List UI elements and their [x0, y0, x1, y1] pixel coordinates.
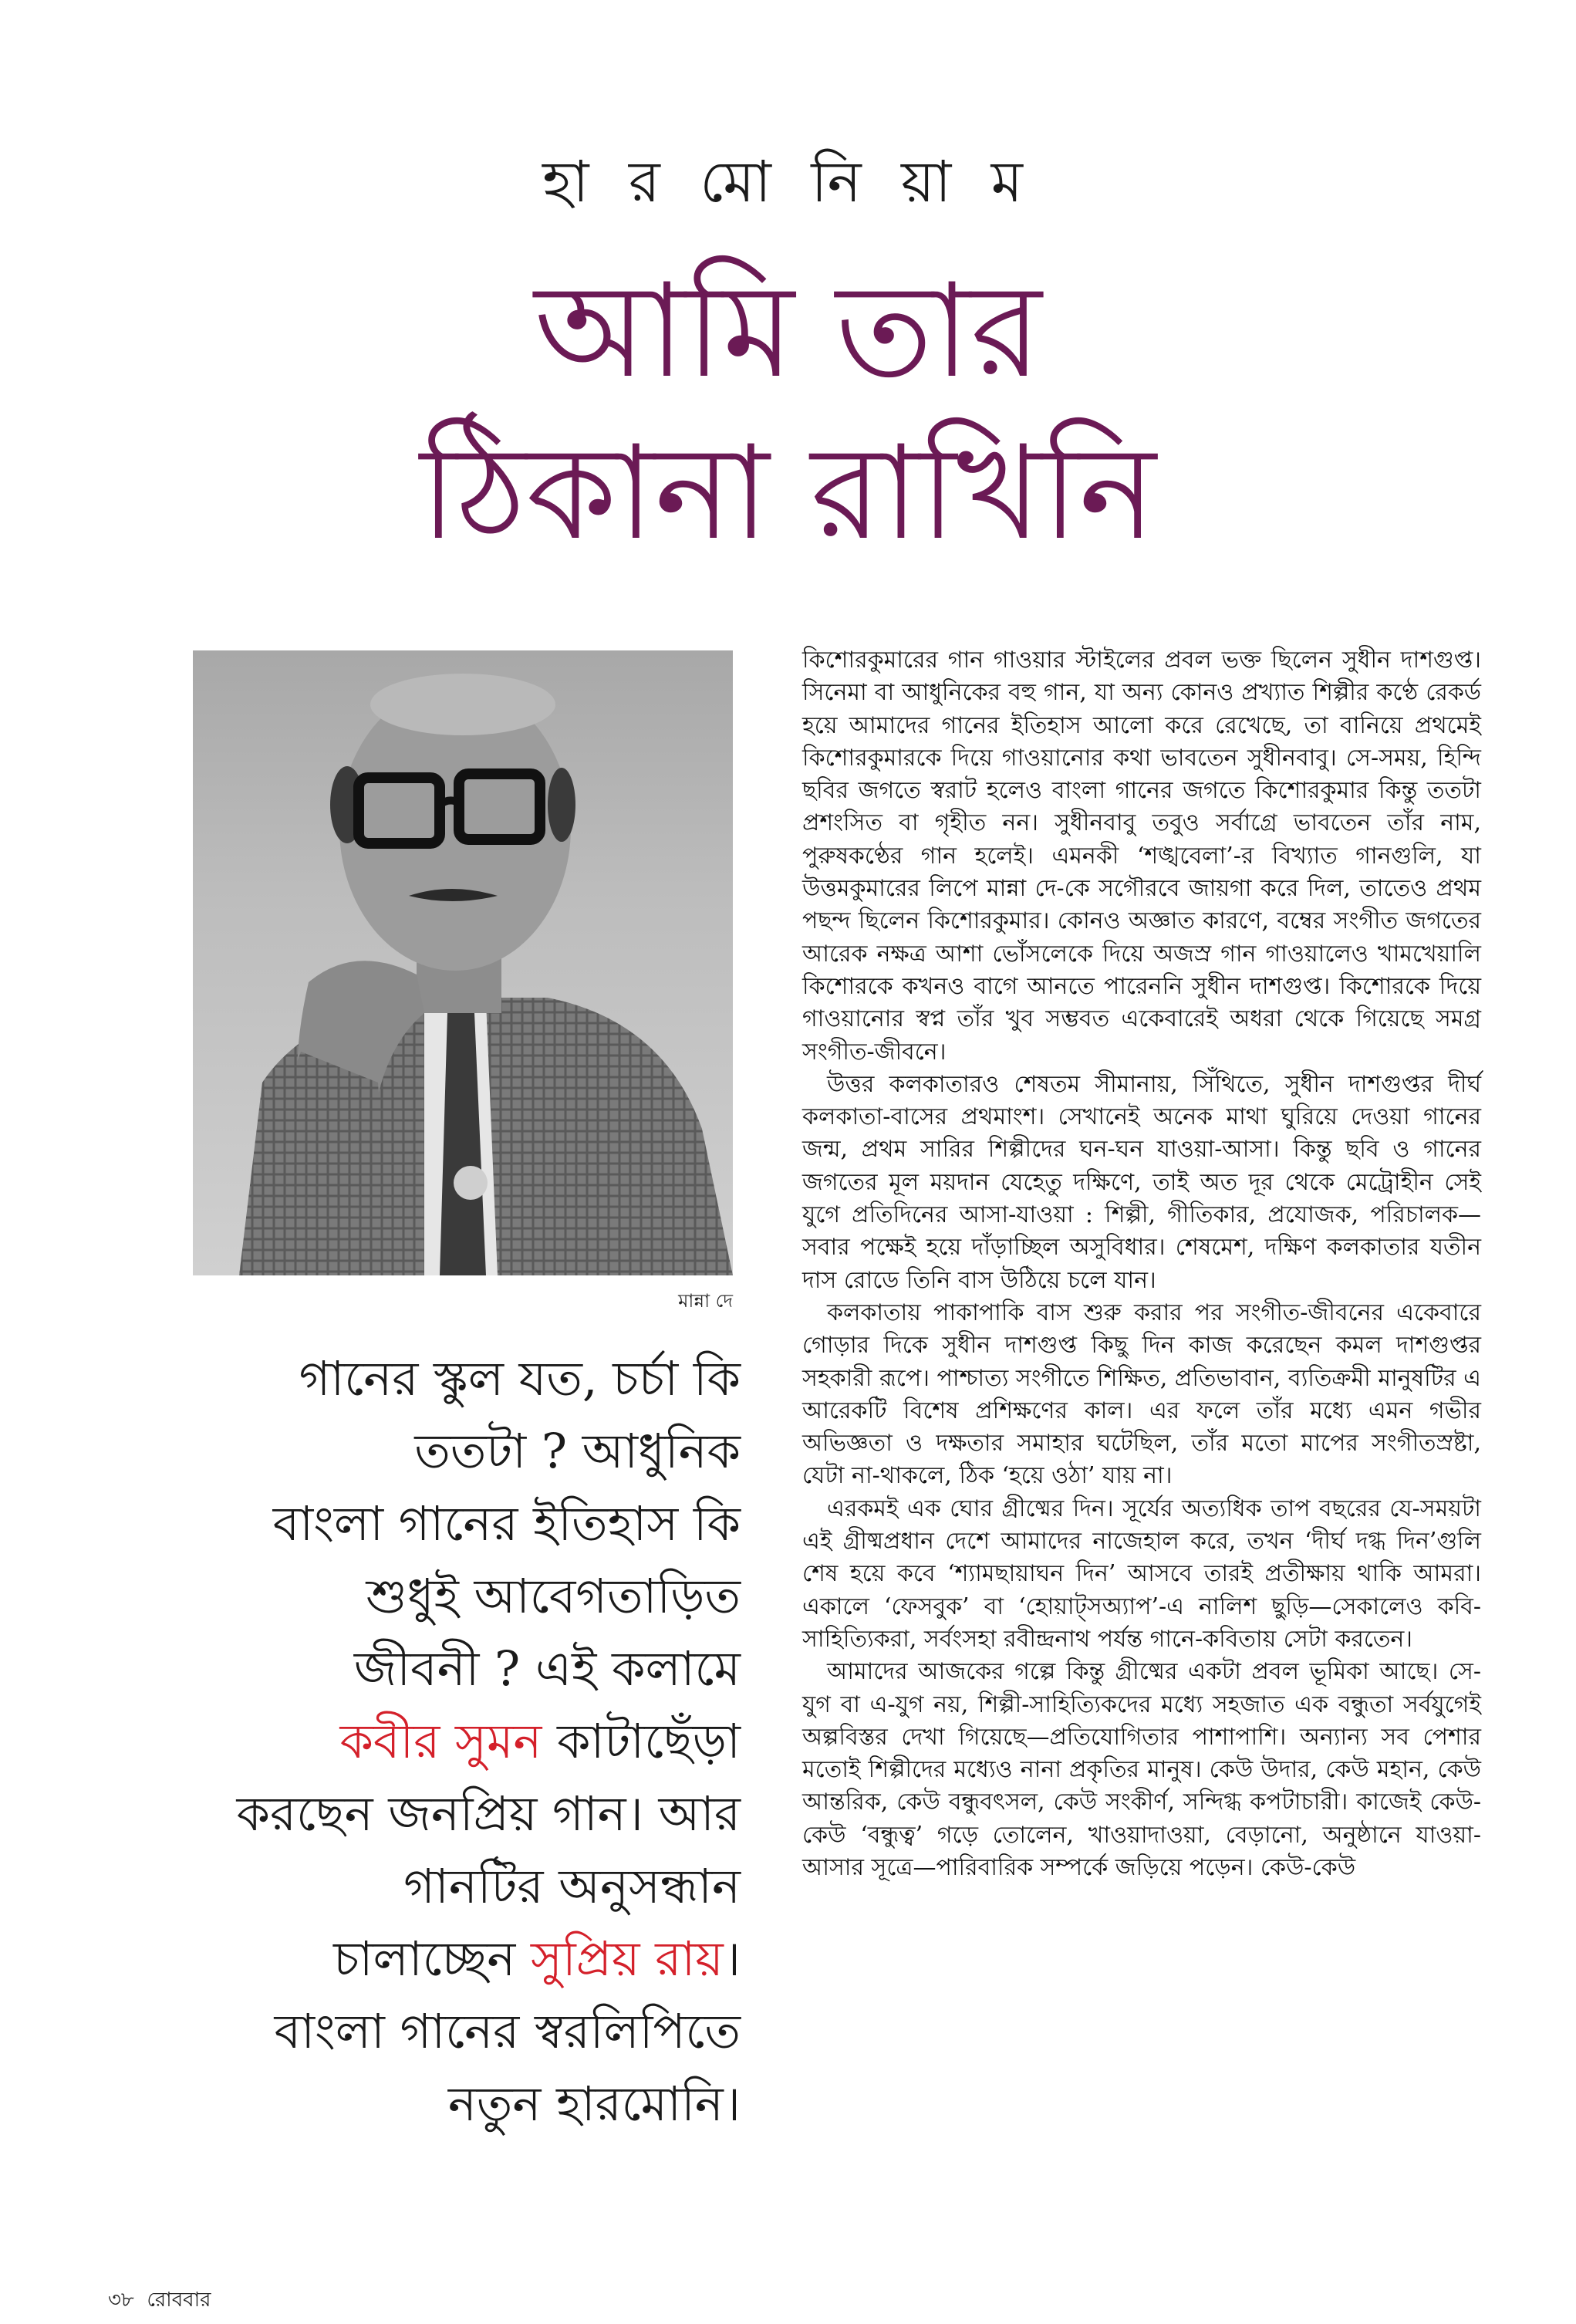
pull-quote-line	[154, 1705, 741, 1778]
photo-caption: মান্না দে	[678, 1290, 733, 1312]
pull-quote-line	[154, 1923, 741, 1995]
pull-quote-line: করছেন জনপ্রিয় গান। আর	[236, 1785, 741, 1842]
publication-section: রোববার	[147, 2289, 211, 2312]
pull-quote-text: কাটাছেঁড়া	[542, 1713, 741, 1769]
researcher-name: সুপ্রিয় রায়	[531, 1930, 724, 1987]
section-kicker: হা র মো নি য়া ম	[542, 149, 1034, 215]
pull-quote-line: নতুন হারমোনি।	[447, 2076, 741, 2132]
pull-quote-text: ।	[723, 1930, 741, 1987]
pull-quote	[154, 1343, 741, 2140]
article-body	[802, 644, 1481, 1884]
portrait-photo	[193, 650, 733, 1275]
pull-quote-text: চালাচ্ছেন	[333, 1930, 532, 1987]
pull-quote-line: ততটা ? আধুনিক	[414, 1423, 741, 1479]
article-paragraph: আমাদের আজকের গল্পে কিন্তু গ্রীষ্মের একটা প্রবল ভূমিকা আছে। সে-যুগ বা এ-যুগ নয়, শিল্পী-সাহিত্যিকদের মধ্যে সহজাত এক বন্ধুতা সর্বযুগেই অল্পবিস্তর দেখা গিয়েছে—প্রতিযোগিতার পাশাপাশি। অন্যান্য সব পেশার মতোই শিল্পীদের মধ্যেও নানা প্রকৃতির মানুষ। কেউ উদার, কেউ মহান, কেউ আন্তরিক, কেউ বন্ধুবৎসল, কেউ সংকীর্ণ, সন্দিগ্ধ কপটাচারী। কাজেই কেউ-কেউ ‘বন্ধুত্ব’ গড়ে তোলেন, খাওয়াদাওয়া, বেড়ানো, অনুষ্ঠানে যাওয়া-আসার সূত্রে—পারিবারিক সম্পর্কে জড়িয়ে পড়েন। কেউ-কেউ	[802, 1658, 1481, 1881]
pull-quote-line: গানটির অনুসন্ধান	[403, 1858, 741, 1914]
pull-quote-line: বাংলা গানের স্বরলিপিতে	[274, 2003, 741, 2059]
article-paragraph: উত্তর কলকাতারও শেষতম সীমানায়, সিঁথিতে, সুধীন দাশগুপ্তর দীর্ঘ কলকাতা-বাসের প্রথমাংশ। সেখানেই অনেক মাথা ঘুরিয়ে দেওয়া গানের জন্ম, প্রথম সারির শিল্পীদের ঘন-ঘন যাওয়া-আসা। কিন্তু ছবি ও গানের জগতের মূল ময়দান যেহেতু দক্ষিণে, তাই অত দূর থেকে মেট্রোহীন সেই যুগে প্রতিদিনের আসা-যাওয়া : শিল্পী, গীতিকার, প্রযোজক, পরিচালক—সবার পক্ষেই হয়ে দাঁড়াচ্ছিল অসুবিধার। শেষমেশ, দক্ষিণ কলকাতার যতীন দাস রোডে তিনি বাস উঠিয়ে চলে যান।	[802, 1070, 1481, 1294]
headline-line-1: আমি তার	[534, 255, 1042, 407]
page-number: ৩৮	[108, 2289, 134, 2312]
pull-quote-line: বাংলা গানের ইতিহাস কি	[272, 1495, 741, 1552]
pull-quote-line: জীবনী ? এই কলামে	[353, 1640, 741, 1697]
page-footer	[108, 2284, 211, 2318]
pull-quote-line: গানের স্কুল যত, চর্চা কি	[299, 1350, 741, 1407]
article-paragraph: এরকমই এক ঘোর গ্রীষ্মের দিন। সূর্যের অত্যধিক তাপ বছরের যে-সময়টা এই গ্রীষ্মপ্রধান দেশে আমাদের নাজেহাল করে, তখন ‘দীর্ঘ দগ্ধ দিন’গুলি শেষ হয়ে কবে ‘শ্যামছায়াঘন দিন’ আসবে তারই প্রতীক্ষায় থাকি আমরা। একালে ‘ফেসবুক’ বা ‘হোয়াট্‌সঅ্যাপ’-এ নালিশ ছুড়ি—সেকালেও কবি-সাহিত্যিকরা, সর্বংসহা রবীন্দ্রনাথ পর্যন্ত গানে-কবিতায় সেটা করতেন।	[802, 1495, 1481, 1653]
author-name: কবীর সুমন	[339, 1713, 542, 1769]
article-paragraph: কিশোরকুমারের গান গাওয়ার স্টাইলের প্রবল ভক্ত ছিলেন সুধীন দাশগুপ্ত। সিনেমা বা আধুনিকের বহু গান, যা অন্য কোনও প্রখ্যাত শিল্পীর কণ্ঠে রেকর্ড হয়ে আমাদের গানের ইতিহাস আলো করে রেখেছে, তা বানিয়ে প্রথমেই কিশোরকুমারকে দিয়ে গাওয়ানোর কথা ভাবতেন সুধীনবাবু। সে-সময়, হিন্দি ছবির জগতে স্বরাট হলেও বাংলা গানের জগতে কিশোরকুমার কিন্তু ততটা প্রশংসিত বা গৃহীত নন। সুধীনবাবু তবুও সর্বাগ্রে ভাবতেন তাঁর নাম, পুরুষকণ্ঠের গান হলেই। এমনকী ‘শঙ্খবেলা’-র বিখ্যাত গানগুলি, যা উত্তমকুমারের লিপে মান্না দে-কে সগৌরবে জায়গা করে দিল, তাতেও প্রথম পছন্দ ছিলেন কিশোরকুমার। কোনও অজ্ঞাত কারণে, বম্বের সংগীত জগতের আরেক নক্ষত্র আশা ভোঁসলেকে দিয়ে অজস্র গান গাওয়ালেও খামখেয়ালি কিশোরকে কখনও বাগে আনতে পারেননি সুধীন দাশগুপ্ত। কিশোরকে দিয়ে গাওয়ানোর স্বপ্ন তাঁর খুব সম্ভবত একেবারেই অধরা থেকে গিয়েছে সমগ্র সংগীত-জীবনে।	[802, 647, 1481, 1066]
article-paragraph: কলকাতায় পাকাপাকি বাস শুরু করার পর সংগীত-জীবনের একেবারে গোড়ার দিকে সুধীন দাশগুপ্ত কিছু দিন কাজ করেছেন কমল দাশগুপ্তর সহকারী রূপে। পাশ্চাত্য সংগীতে শিক্ষিত, প্রতিভাবান, ব্যতিক্রমী মানুষটির এ আরেকটি বিশেষ প্রশিক্ষণের কাল। এর ফলে তাঁর মধ্যে এমন গভীর অভিজ্ঞতা ও দক্ষতার সমাহার ঘটেছিল, তাঁর মতো মাপের সংগীতস্রষ্টা, যেটা না-থাকলে, ঠিক ‘হয়ে ওঠা’ যায় না।	[802, 1299, 1481, 1490]
pull-quote-line: শুধুই আবেগতাড়িত	[366, 1568, 741, 1624]
headline-line-2: ঠিকানা রাখিনি	[420, 417, 1156, 569]
